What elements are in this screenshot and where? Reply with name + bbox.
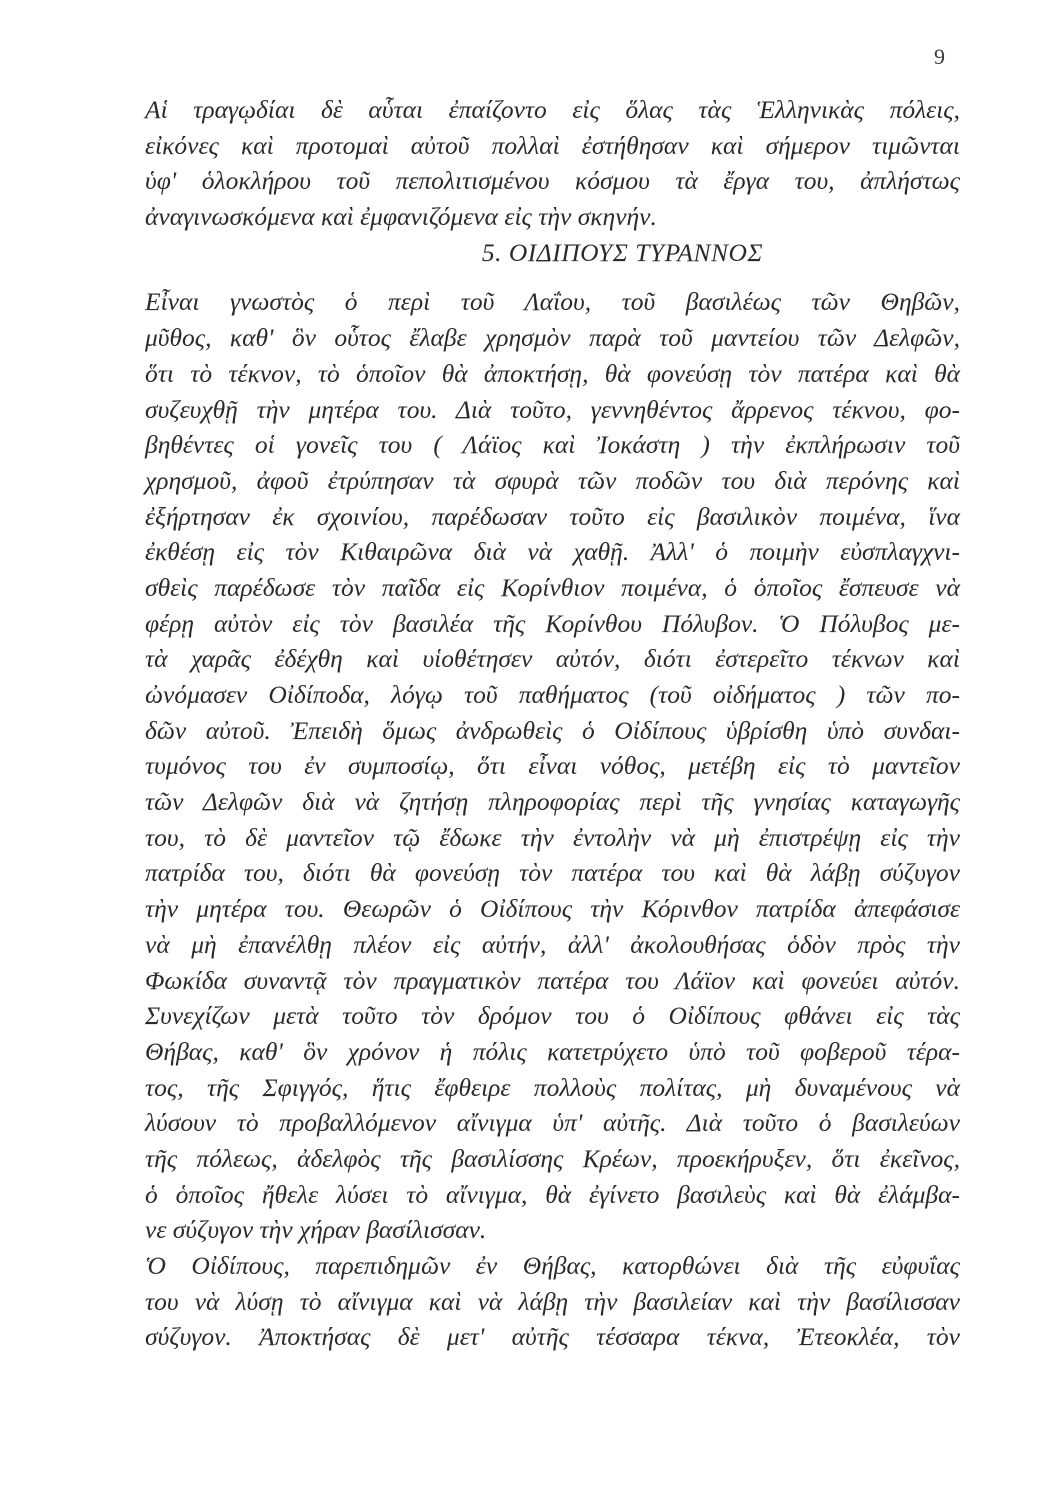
paragraph-2 xyxy=(145,284,960,998)
text-line: χρησμοῦ, ἀφοῦ ἐτρύπησαν τὰ σφυρὰ τῶν ποδῶν του διὰ περόνης καὶ xyxy=(145,465,960,495)
section-gap xyxy=(145,270,960,284)
text-line: εἰκόνες καὶ προτομαὶ αὐτοῦ πολλαὶ ἐστήθησαν καὶ σήμερον τιμῶνται xyxy=(145,130,960,160)
text-line: Ὁ Οἰδίπους, παρεπιδημῶν ἐν Θήβας, κατορθώνει διὰ τῆς εὐφυΐας xyxy=(145,1251,960,1280)
paragraph-3 xyxy=(145,998,960,1248)
text-line: ὑφ' ὁλοκλήρου τοῦ πεπολιτισμένου κόσμου τὰ ἔργα του, ἀπλήστως xyxy=(145,166,960,196)
text-line: ἐκθέσῃ εἰς τὸν Κιθαιρῶνα διὰ νὰ χαθῇ. Ἀλλ' ὁ ποιμὴν εὐσπλαγχνι- xyxy=(145,537,960,567)
text-line: του νὰ λύσῃ τὸ αἴνιγμα καὶ νὰ λάβῃ τὴν βασιλείαν καὶ τὴν βασίλισσαν xyxy=(145,1286,960,1316)
text-line: ὅτι τὸ τέκνον, τὸ ὁποῖον θὰ ἀποκτήσῃ, θὰ φονεύσῃ τὸν πατέρα καὶ θὰ xyxy=(145,358,960,388)
text-line: Θήβας, καθ' ὃν χρόνον ἡ πόλις κατετρύχετο ὑπὸ τοῦ φοβεροῦ τέρα- xyxy=(145,1036,960,1066)
text-line: σύζυγον. Ἀποκτήσας δὲ μετ' αὐτῆς τέσσαρα τέκνα, Ἐτεοκλέα, τὸν xyxy=(145,1322,960,1352)
text-line: Φωκίδα συναντᾷ τὸν πραγματικὸν πατέρα του Λάϊον καὶ φονεύει αὐτόν. xyxy=(145,965,960,995)
text-line: δῶν αὐτοῦ. Ἐπειδὴ ὅμως ἀνδρωθεὶς ὁ Οἰδίπους ὑβρίσθη ὑπὸ συνδαι- xyxy=(145,715,960,745)
page-number: 9 xyxy=(934,44,945,69)
text-line: τυμόνος του ἐν συμποσίῳ, ὅτι εἶναι νόθος, μετέβη εἰς τὸ μαντεῖον xyxy=(145,751,960,781)
text-line: νὰ μὴ ἐπανέλθῃ πλέον εἰς αὐτήν, ἀλλ' ἀκολουθήσας ὁδὸν πρὸς τὴν xyxy=(145,929,960,959)
text-line: ἀναγινωσκόμενα καὶ ἐμφανιζόμενα εἰς τὴν σκηνήν. xyxy=(145,202,657,232)
text-line: τὴν μητέρα του. Θεωρῶν ὁ Οἰδίπους τὴν Κόρινθον πατρίδα ἀπεφάσισε xyxy=(145,894,960,924)
text-line: μῦθος, καθ' ὃν οὗτος ἔλαβε χρησμὸν παρὰ τοῦ μαντείου τῶν Δελφῶν, xyxy=(145,323,960,353)
section-heading: 5. ΟΙΔΙΠΟΥΣ ΤΥΡΑΝΝΟΣ xyxy=(481,237,764,267)
text-line: τος, τῆς Σφιγγός, ἥτις ἔφθειρε πολλοὺς πολίτας, μὴ δυναμένους νὰ xyxy=(145,1072,960,1102)
text-line: Συνεχίζων μετὰ τοῦτο τὸν δρόμον του ὁ Οἰδίπους φθάνει εἰς τὰς xyxy=(145,1001,960,1031)
text-line: βηθέντες οἱ γονεῖς του ( Λάϊος καὶ Ἰοκάστη ) τὴν ἐκπλήρωσιν τοῦ xyxy=(145,430,960,460)
paragraph-1 xyxy=(145,92,960,235)
text-line: σθεὶς παρέδωσε τὸν παῖδα εἰς Κορίνθιον ποιμένα, ὁ ὁποῖος ἔσπευσε νὰ xyxy=(145,572,960,602)
text-line: φέρῃ αὐτὸν εἰς τὸν βασιλέα τῆς Κορίνθου Πόλυβον. Ὁ Πόλυβος με- xyxy=(145,608,960,638)
page-text xyxy=(145,92,960,1355)
text-line: ὠνόμασεν Οἰδίποδα, λόγῳ τοῦ παθήματος (τοῦ οἰδήματος ) τῶν πο- xyxy=(145,680,960,709)
text-line: Αἱ τραγῳδίαι δὲ αὗται ἐπαίζοντο εἰς ὅλας τὰς Ἑλληνικὰς πόλεις, xyxy=(145,95,960,124)
text-line: ὁ ὁποῖος ἤθελε λύσει τὸ αἴνιγμα, θὰ ἐγίνετο βασιλεὺς καὶ θὰ ἐλάμβα- xyxy=(145,1179,960,1209)
paragraph-4 xyxy=(145,1248,960,1355)
text-line: τῶν Δελφῶν διὰ νὰ ζητήσῃ πληροφορίας περὶ τῆς γνησίας καταγωγῆς xyxy=(145,787,960,817)
text-line: του, τὸ δὲ μαντεῖον τῷ ἔδωκε τὴν ἐντολὴν νὰ μὴ ἐπιστρέψῃ εἰς τὴν xyxy=(145,822,960,852)
text-line: τὰ χαρᾶς ἐδέχθη καὶ υἱοθέτησεν αὐτόν, διότι ἐστερεῖτο τέκνων καὶ xyxy=(145,644,960,674)
text-line: ἐξήρτησαν ἐκ σχοινίου, παρέδωσαν τοῦτο εἰς βασιλικὸν ποιμένα, ἵνα xyxy=(145,501,960,531)
text-line: συζευχθῇ τὴν μητέρα του. Διὰ τοῦτο, γεννηθέντος ἄρρενος τέκνου, φο- xyxy=(145,394,960,424)
text-line: Εἶναι γνωστὸς ὁ περὶ τοῦ Λαΐου, τοῦ βασιλέως τῶν Θηβῶν, xyxy=(145,287,960,317)
text-line: τῆς πόλεως, ἀδελφὸς τῆς βασιλίσσης Κρέων, προεκήρυξεν, ὅτι ἐκεῖνος, xyxy=(145,1143,960,1173)
text-line: πατρίδα του, διότι θὰ φονεύσῃ τὸν πατέρα του καὶ θὰ λάβῃ σύζυγον xyxy=(145,858,960,888)
text-line: νε σύζυγον τὴν χήραν βασίλισσαν. xyxy=(145,1215,487,1245)
text-line: λύσουν τὸ προβαλλόμενον αἴνιγμα ὑπ' αὐτῆς. Διὰ τοῦτο ὁ βασιλεύων xyxy=(145,1108,960,1138)
